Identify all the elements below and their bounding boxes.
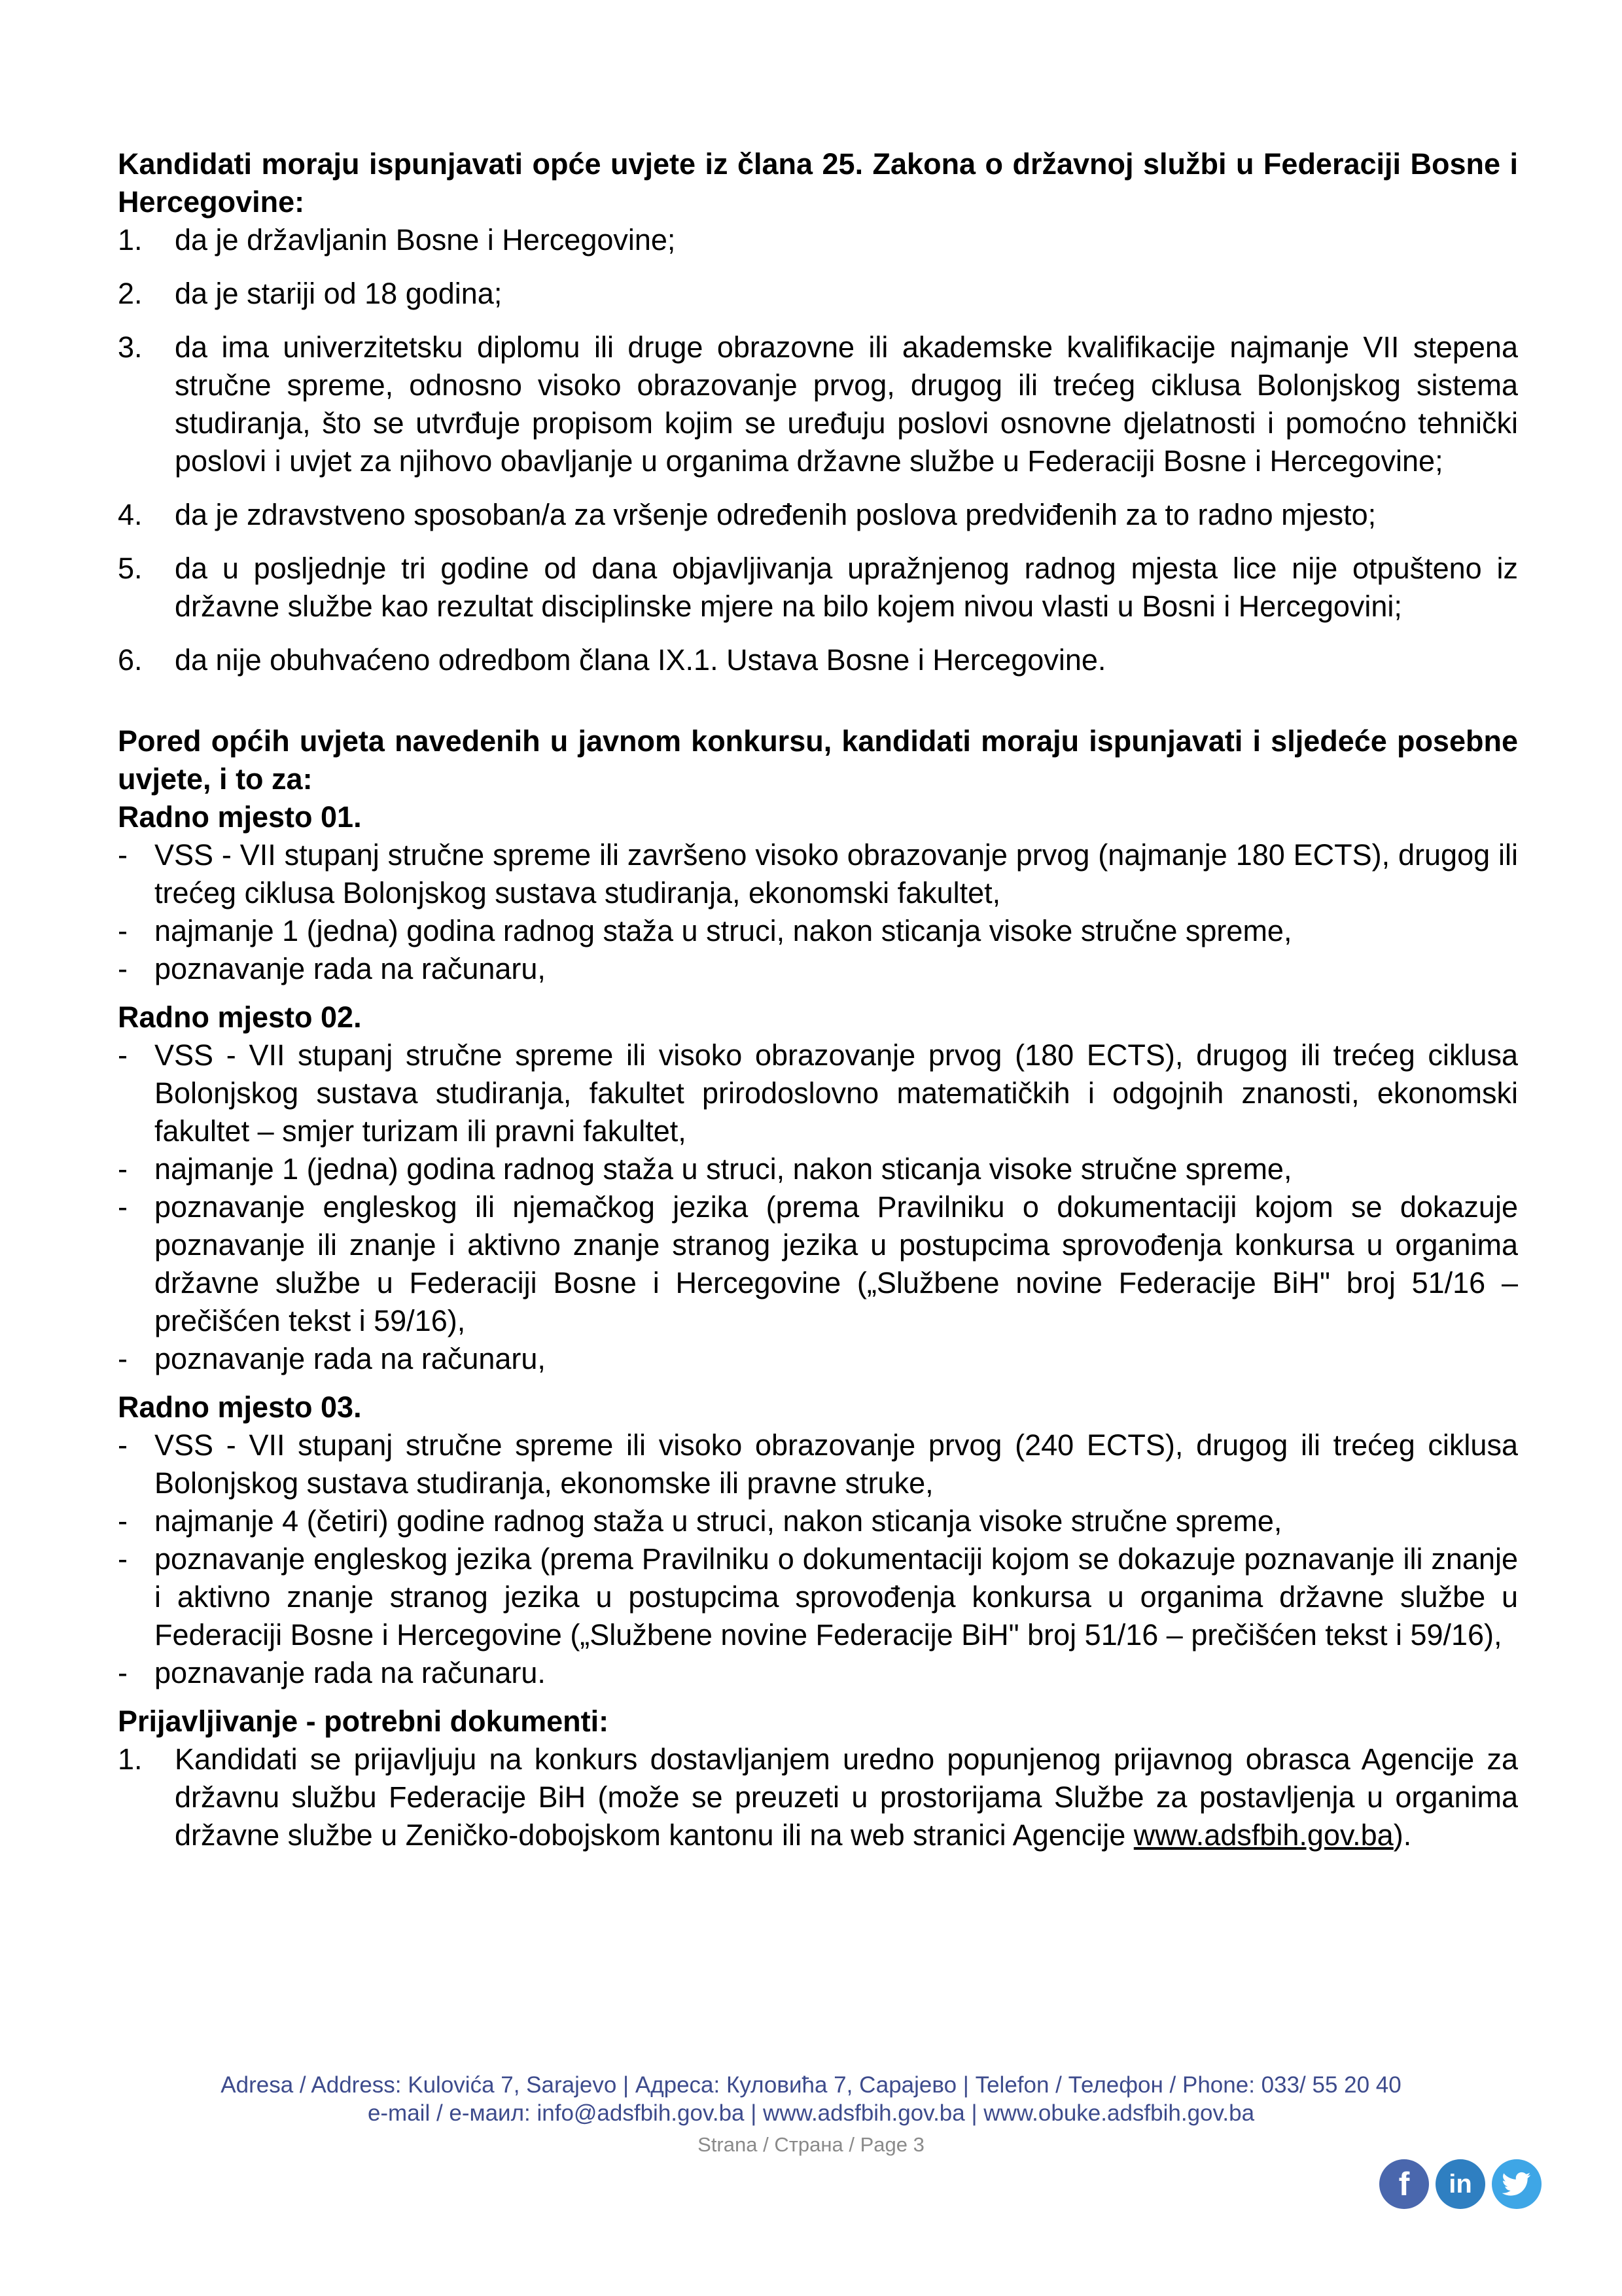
list-item: - najmanje 1 (jedna) godina radnog staža u struci, nakon sticanja visoke stručne spreme, [118, 1152, 1292, 1186]
list-item: - najmanje 1 (jedna) godina radnog staža u struci, nakon sticanja visoke stručne spreme, [118, 914, 1292, 947]
position-03-list [118, 1426, 1518, 1692]
twitter-icon[interactable] [1492, 2159, 1542, 2209]
page-number: Strana / Страна / Page 3 [697, 2133, 925, 2156]
social-links [1379, 2159, 1542, 2209]
twitter-bird-shape [1502, 2172, 1531, 2197]
general-conditions-list [118, 221, 1518, 679]
general-conditions-heading: Kandidati moraju ispunjavati opće uvjete iz člana 25. Zakona o državnoj službi u Federaciji Bosne i Hercegovine: [118, 147, 1518, 219]
facebook-icon[interactable]: f [1379, 2159, 1429, 2209]
list-item: - poznavanje engleskog jezika (prema Pravilniku o dokumentaciji kojom se dokazuje poznavanje ili znanje i aktivno znanje stranog jezika u postupcima sprovođenja konkursa u organima državne službe u Federaciji Bosne i Hercegovine („Službene novine Federacije BiH" broj 51/16 – prečišćen tekst i 59/16), [118, 1542, 1518, 1651]
list-item: - poznavanje rada na računaru, [118, 1342, 546, 1375]
list-item: - najmanje 4 (četiri) godine radnog staža u struci, nakon sticanja visoke stručne spreme, [118, 1504, 1282, 1538]
position-01-list [118, 836, 1518, 988]
special-conditions-heading: Pored općih uvjeta navedenih u javnom konkursu, kandidati moraju ispunjavati i sljedeće posebne uvjete, i to za: [118, 724, 1518, 796]
position-02-title: Radno mjesto 02. [118, 1000, 362, 1034]
list-item: 2. da je stariji od 18 godina; [118, 277, 502, 310]
list-item: 3. da ima univerzitetsku diplomu ili druge obrazovne ili akademske kvalifikacije najmanje VII stepena stručne spreme, odnosno visoko obrazovanje prvog, drugog ili trećeg ciklusa Bolonjskog sistema studiranja, što se utvrđuje propisom kojim se uređuju poslovi osnovne djelatnosti i pomoćno tehnički poslovi i uvjet za njihovo obavljanje u organima državne službe u Federaciji Bosne i Hercegovine; [118, 330, 1518, 478]
list-item: 4. da je zdravstveno sposoban/a za vršenje određenih poslova predviđenih za to radno mjesto; [118, 498, 1377, 531]
document-body [118, 145, 1518, 1854]
list-item: - VSS - VII stupanj stručne spreme ili završeno visoko obrazovanje prvog (najmanje 180 ECTS), drugog ili trećeg ciklusa Bolonjskog sustava studiranja, ekonomski fakultet, [118, 838, 1518, 910]
list-item: - VSS - VII stupanj stručne spreme ili visoko obrazovanje prvog (180 ECTS), drugog ili trećeg ciklusa Bolonjskog sustava studiranja, fakultet prirodoslovno matematičkih i odgojnih znanosti, ekonomski fakultet – smjer turizam ili pravni fakultet, [118, 1038, 1518, 1148]
list-item: - poznavanje rada na računaru. [118, 1656, 546, 1689]
position-03-title: Radno mjesto 03. [118, 1390, 362, 1424]
list-item: 1. da je državljanin Bosne i Hercegovine; [118, 223, 676, 256]
list-item: 6. da nije obuhvaćeno odredbom člana IX.1. Ustava Bosne i Hercegovine. [118, 643, 1106, 677]
agency-website-link[interactable]: www.adsfbih.gov.ba [1133, 1818, 1394, 1852]
position-02-list [118, 1036, 1518, 1378]
list-item: - poznavanje engleskog ili njemačkog jezika (prema Pravilniku o dokumentaciji kojom se dokazuje poznavanje ili znanje i aktivno znanje stranog jezika u postupcima sprovođenja konkursa u organima državne službe u Federaciji Bosne i Hercegovine („Službene novine Federacije BiH" broj 51/16 – prečišćen tekst i 59/16), [118, 1190, 1518, 1337]
linkedin-icon[interactable]: in [1436, 2159, 1485, 2209]
footer-contacts: e-mail / е-маил: info@adsfbih.gov.ba | www.adsfbih.gov.ba | www.obuke.adsfbih.gov.ba [367, 2100, 1255, 2126]
footer-address: Adresa / Address: Kulovića 7, Sarajevo | Адреса: Куловића 7, Сарајево | Telefon / Телефон / Phone: 033/ 55 20 40 [220, 2072, 1402, 2098]
list-item: 5. da u posljednje tri godine od dana objavljivanja upražnjenog radnog mjesta lice nije otpušteno iz državne službe kao rezultat disciplinske mjere na bilo kojem nivou vlasti u Bosni i Hercegovini; [118, 552, 1518, 623]
list-item: - poznavanje rada na računaru, [118, 952, 546, 985]
documents-heading: Prijavljivanje - potrebni dokumenti: [118, 1704, 609, 1738]
list-item: 1. Kandidati se prijavljuju na konkurs dostavljanjem uredno popunjenog prijavnog obrasca Agencije za državnu službu Federacije BiH (može se preuzeti u prostorijama Službe za postavljenja u organima državne službe u Zeničko-dobojskom kantonu ili na web stranici Agencije www.adsfbih.gov.ba). [118, 1742, 1518, 1852]
list-item: - VSS - VII stupanj stručne spreme ili visoko obrazovanje prvog (240 ECTS), drugog ili trećeg ciklusa Bolonjskog sustava studiranja, ekonomske ili pravne struke, [118, 1428, 1518, 1500]
position-01-title: Radno mjesto 01. [118, 800, 362, 834]
documents-list [118, 1740, 1518, 1854]
